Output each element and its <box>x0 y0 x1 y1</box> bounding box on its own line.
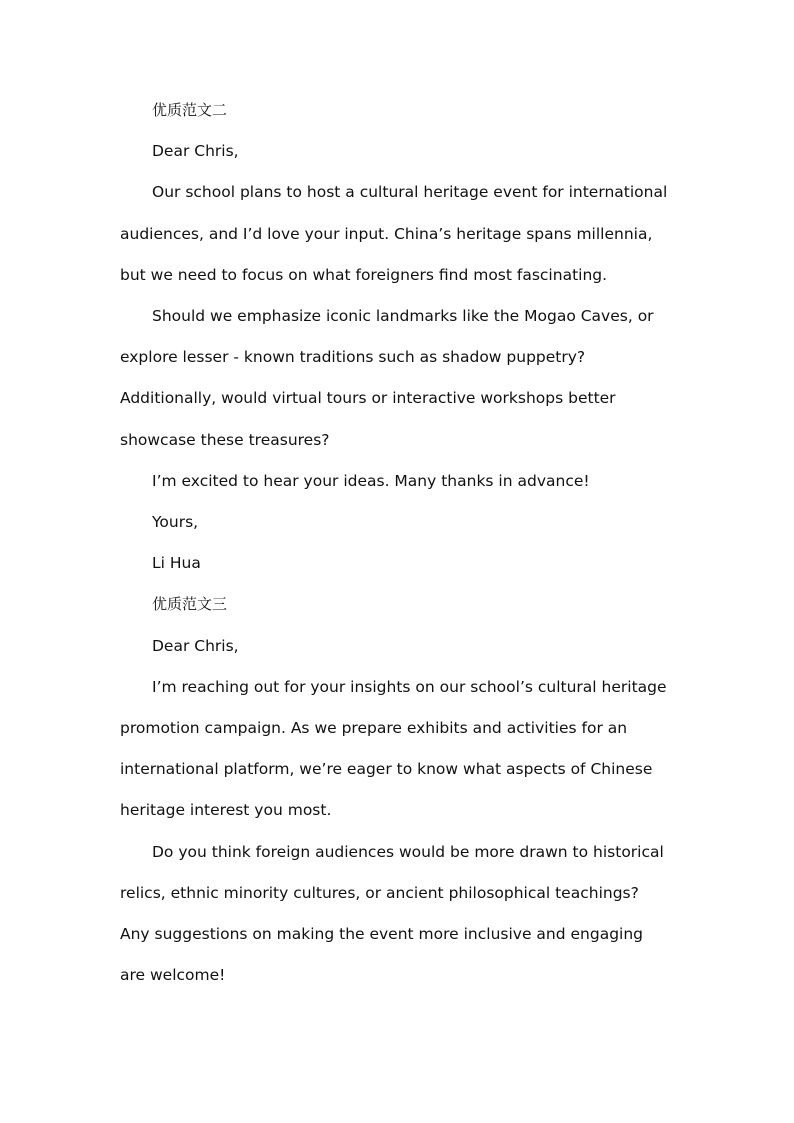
essay-2-paragraph-1: Our school plans to host a cultural heritage event for international audiences, and I’d love your input. China’s heritage spans millennia, but we need to focus on what foreigners find most fascinating. <box>120 183 668 284</box>
essay-3-paragraph-1: I’m reaching out for your insights on our school’s cultural heritage promotion campaign. As we prepare exhibits and activities for an international platform, we’re eager to know what aspects of Chinese heritage interest you most. <box>120 677 667 820</box>
essay-2-paragraph-3: I’m excited to hear your ideas. Many thanks in advance! <box>152 471 590 490</box>
document-body <box>120 90 670 996</box>
essay-2 <box>120 90 670 584</box>
essay-2-greeting: Dear Chris, <box>152 142 239 161</box>
essay-3-greeting: Dear Chris, <box>152 636 239 655</box>
essay-2-paragraph-2: Should we emphasize iconic landmarks like the Mogao Caves, or explore lesser - known traditions such as shadow puppetry? Additionally, would virtual tours or interactive workshops better showcase these treasures? <box>120 307 654 449</box>
essay-2-heading: 优质范文二 <box>152 101 228 119</box>
essay-2-signature: Li Hua <box>152 554 201 573</box>
essay-3-heading: 优质范文三 <box>152 595 228 614</box>
essay-3 <box>120 584 670 996</box>
essay-2-closing: Yours, <box>152 513 199 532</box>
essay-3-paragraph-2: Do you think foreign audiences would be more drawn to historical relics, ethnic minority cultures, or ancient philosophical teachings? Any suggestions on making the event more inclusive and engaging are welcome! <box>120 842 664 985</box>
